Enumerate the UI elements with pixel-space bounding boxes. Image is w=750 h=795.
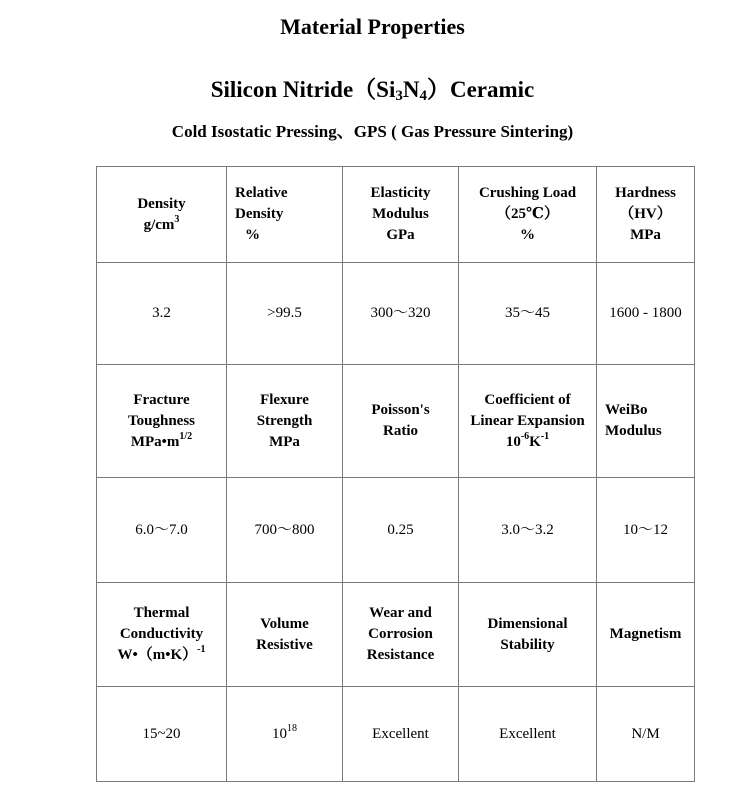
crushing-load-header: Crushing Load （25℃） % bbox=[459, 167, 597, 263]
flexure-strength-value: 700～800 bbox=[227, 478, 343, 583]
header-row-1 bbox=[97, 167, 695, 263]
dimensional-stability-value: Excellent bbox=[459, 687, 597, 782]
density-header: Density $g/cm^3$ bbox=[97, 167, 227, 263]
weibo-modulus-header: WeiBo Modulus bbox=[597, 365, 695, 478]
page-title: Material Properties bbox=[280, 14, 465, 39]
process-description: Cold Isostatic Pressing、GPS ( Gas Pressure Sintering) bbox=[171, 122, 574, 141]
header-row-2 bbox=[97, 365, 695, 478]
material-name: Silicon $Nitride(Si_3N_4)Ceramic$ bbox=[210, 77, 535, 104]
value-row-2 bbox=[97, 478, 695, 583]
relative-density-value: >99.5 bbox=[227, 263, 343, 365]
header-row-3 bbox=[97, 583, 695, 687]
wear-corrosion-value: Excellent bbox=[343, 687, 459, 782]
dimensional-stability-header: Dimensional Stability bbox=[459, 583, 597, 687]
wear-corrosion-header: Wear and Corrosion Resistance bbox=[343, 583, 459, 687]
weibo-modulus-value: 10～12 bbox=[597, 478, 695, 583]
magnetism-header: Magnetism bbox=[597, 583, 695, 687]
poissons-ratio-header: Poisson's Ratio bbox=[343, 365, 459, 478]
fracture-toughness-value: 6.0～7.0 bbox=[97, 478, 227, 583]
poissons-ratio-value: 0.25 bbox=[343, 478, 459, 583]
properties-table bbox=[96, 166, 695, 782]
linear-expansion-value: 3.0～3.2 bbox=[459, 478, 597, 583]
flexure-strength-header: Flexure Strength MPa bbox=[227, 365, 343, 478]
elasticity-modulus-value: 300～320 bbox=[343, 263, 459, 365]
hardness-value: 1600 - 1800 bbox=[597, 263, 695, 365]
thermal-conductivity-value: 15~20 bbox=[97, 687, 227, 782]
relative-density-header: Relative Density % bbox=[227, 167, 343, 263]
volume-resistive-value: $10^{18}$ bbox=[227, 687, 343, 782]
magnetism-value: N/M bbox=[597, 687, 695, 782]
density-value: 3.2 bbox=[97, 263, 227, 365]
fracture-toughness-header: Fracture Toughness $MPa•m^{1/2}$ bbox=[97, 365, 227, 478]
hardness-header: Hardness （HV） MPa bbox=[597, 167, 695, 263]
crushing-load-value: 35～45 bbox=[459, 263, 597, 365]
value-row-1 bbox=[97, 263, 695, 365]
elasticity-modulus-header: Elasticity Modulus GPa bbox=[343, 167, 459, 263]
value-row-3 bbox=[97, 687, 695, 782]
linear-expansion-header: Coefficient of Linear Expansion $10^{-6}K^{-1}$ bbox=[459, 365, 597, 478]
volume-resistive-header: Volume Resistive bbox=[227, 583, 343, 687]
thermal-conductivity-header: Thermal Conductivity W•（m•K）$^{-1}$ bbox=[97, 583, 227, 687]
